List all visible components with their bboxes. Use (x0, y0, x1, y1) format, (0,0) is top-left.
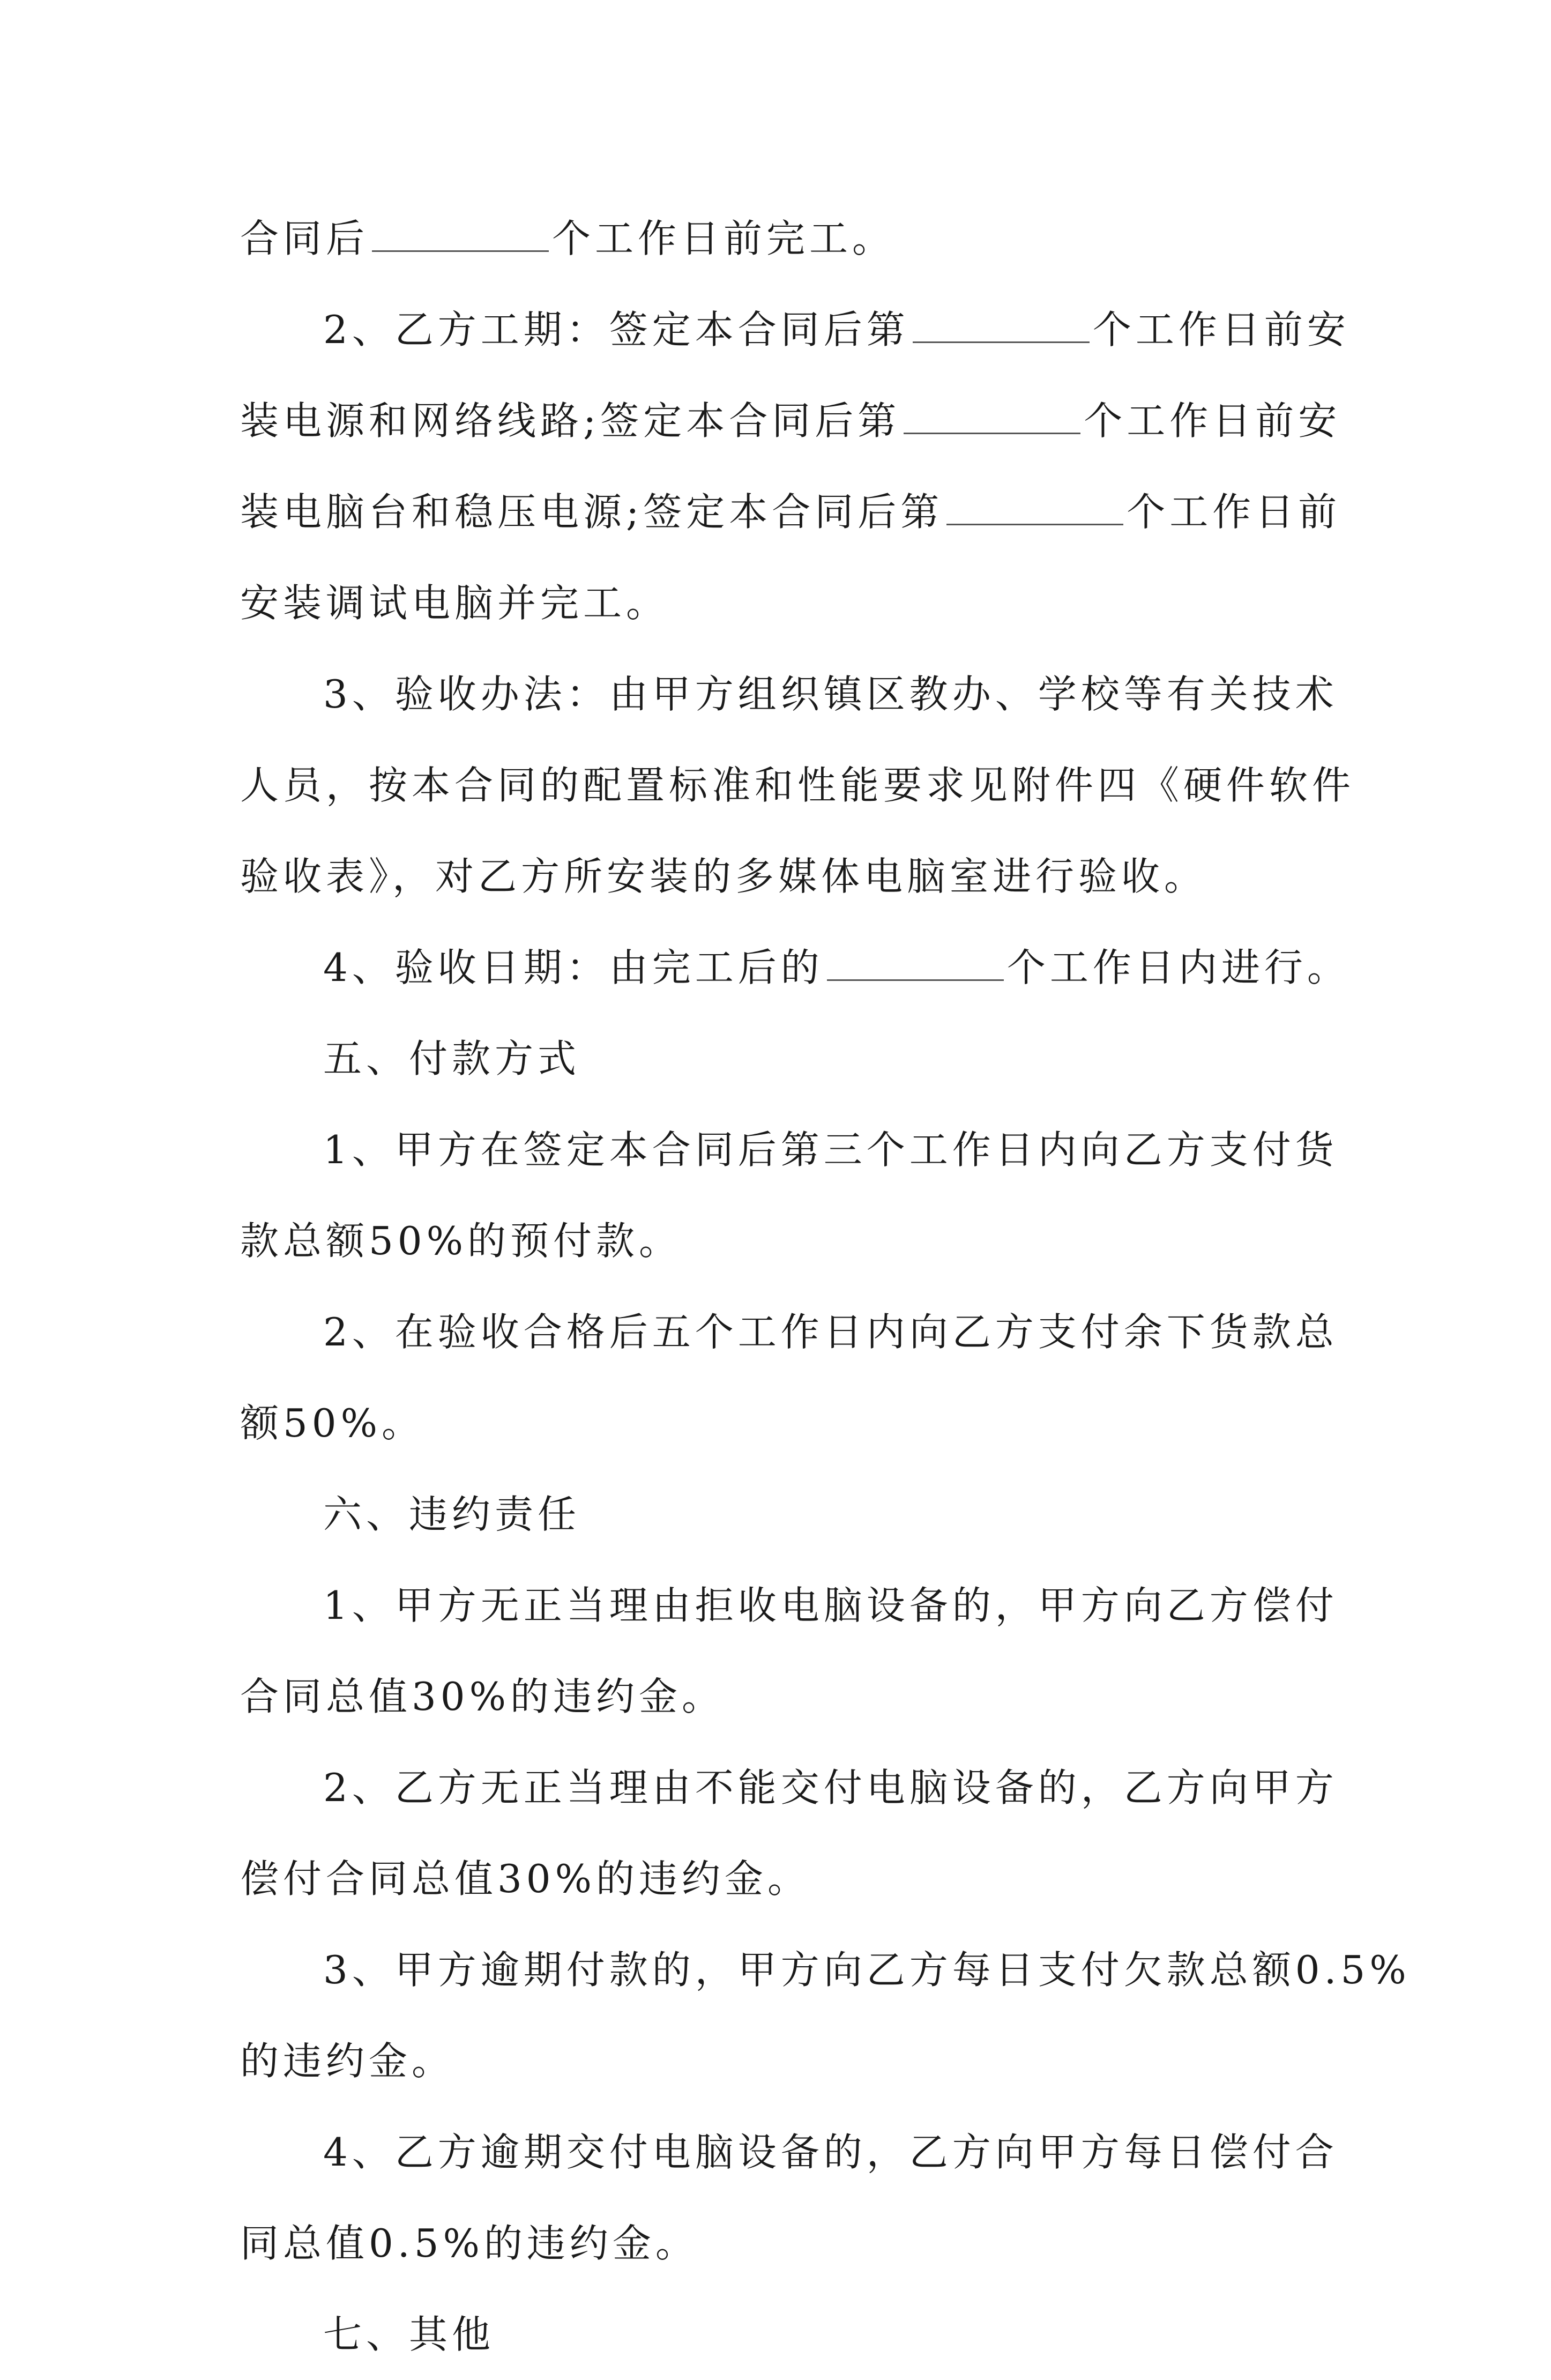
text-segment: 4、验收日期：由完工后的 (323, 945, 824, 990)
fill-in-blank (372, 217, 549, 252)
text-segment: 七、其他 (323, 2312, 495, 2357)
paragraph-line (240, 375, 1341, 466)
paragraph-line (240, 1104, 1338, 1195)
paragraph-line (240, 1833, 1333, 1924)
text-segment: 3、验收办法：由甲方组织镇区教办、学校等有关技术 (323, 672, 1338, 717)
text-segment: 同总值0.5%的违约金。 (240, 2221, 698, 2266)
text-segment: 1、甲方在签定本合同后第三个工作日内向乙方支付货 (323, 1127, 1338, 1172)
section-heading (240, 1469, 1333, 1560)
text-segment: 装电源和网络线路;签定本合同后第 (240, 398, 901, 443)
text-segment: 验收表》，对乙方所安装的多媒体电脑室进行验收。 (240, 854, 1207, 899)
text-segment: 2、在验收合格后五个工作日内向乙方支付余下货款总 (323, 1310, 1338, 1355)
paragraph-line (240, 193, 1333, 284)
text-segment: 偿付合同总值30%的违约金。 (240, 1856, 811, 1901)
text-segment: 的违约金。 (240, 2039, 455, 2084)
text-segment: 安装调试电脑并完工。 (240, 581, 669, 626)
paragraph-line (240, 2107, 1338, 2198)
text-segment: 六、违约责任 (323, 1492, 581, 1537)
fill-in-blank (904, 399, 1080, 434)
paragraph-line (240, 1924, 1411, 2015)
paragraph-line (240, 649, 1338, 740)
text-segment: 2、乙方工期：签定本合同后第 (323, 307, 909, 352)
paragraph-line (240, 2198, 1333, 2289)
paragraph-line (240, 1651, 1333, 1742)
fill-in-blank (827, 946, 1004, 981)
text-segment: 个工作日前完工。 (552, 216, 896, 261)
text-segment: 额50%。 (240, 1401, 425, 1446)
text-segment: 五、付款方式 (323, 1036, 581, 1081)
paragraph-line (240, 284, 1350, 375)
paragraph-line (240, 2015, 1333, 2107)
fill-in-blank (946, 490, 1123, 525)
fill-in-blank (913, 308, 1090, 343)
text-segment: 3、甲方逾期付款的，甲方向乙方每日支付欠款总额0.5% (323, 1947, 1411, 1992)
paragraph-line (240, 1560, 1338, 1651)
text-segment: 2、乙方无正当理由不能交付电脑设备的，乙方向甲方 (323, 1765, 1338, 1810)
text-segment: 个工作日前安 (1084, 398, 1341, 443)
section-heading (240, 2289, 1333, 2380)
text-segment: 个工作日前安 (1092, 307, 1350, 352)
paragraph-line (240, 557, 1333, 649)
section-heading (240, 1013, 1333, 1104)
text-segment: 款总额50%的预付款。 (240, 1218, 682, 1263)
text-segment: 装电脑台和稳压电源;签定本合同后第 (240, 489, 944, 534)
text-segment: 个工作日内进行。 (1006, 945, 1350, 990)
text-segment: 个工作日前 (1127, 489, 1341, 534)
text-segment: 人员，按本合同的配置标准和性能要求见附件四《硬件软件 (240, 763, 1355, 808)
paragraph-line (240, 922, 1350, 1013)
document-page (240, 193, 1411, 2380)
paragraph-line (240, 1195, 1333, 1286)
paragraph-line (240, 1378, 1333, 1469)
paragraph-line (240, 740, 1355, 831)
paragraph-line (240, 831, 1333, 922)
paragraph-line (240, 466, 1341, 557)
text-segment: 1、甲方无正当理由拒收电脑设备的，甲方向乙方偿付 (323, 1583, 1338, 1628)
text-segment: 合同总值30%的违约金。 (240, 1674, 725, 1719)
text-segment: 4、乙方逾期交付电脑设备的，乙方向甲方每日偿付合 (323, 2130, 1338, 2175)
paragraph-line (240, 1286, 1338, 1378)
paragraph-line (240, 1742, 1338, 1833)
text-segment: 合同后 (240, 216, 369, 261)
